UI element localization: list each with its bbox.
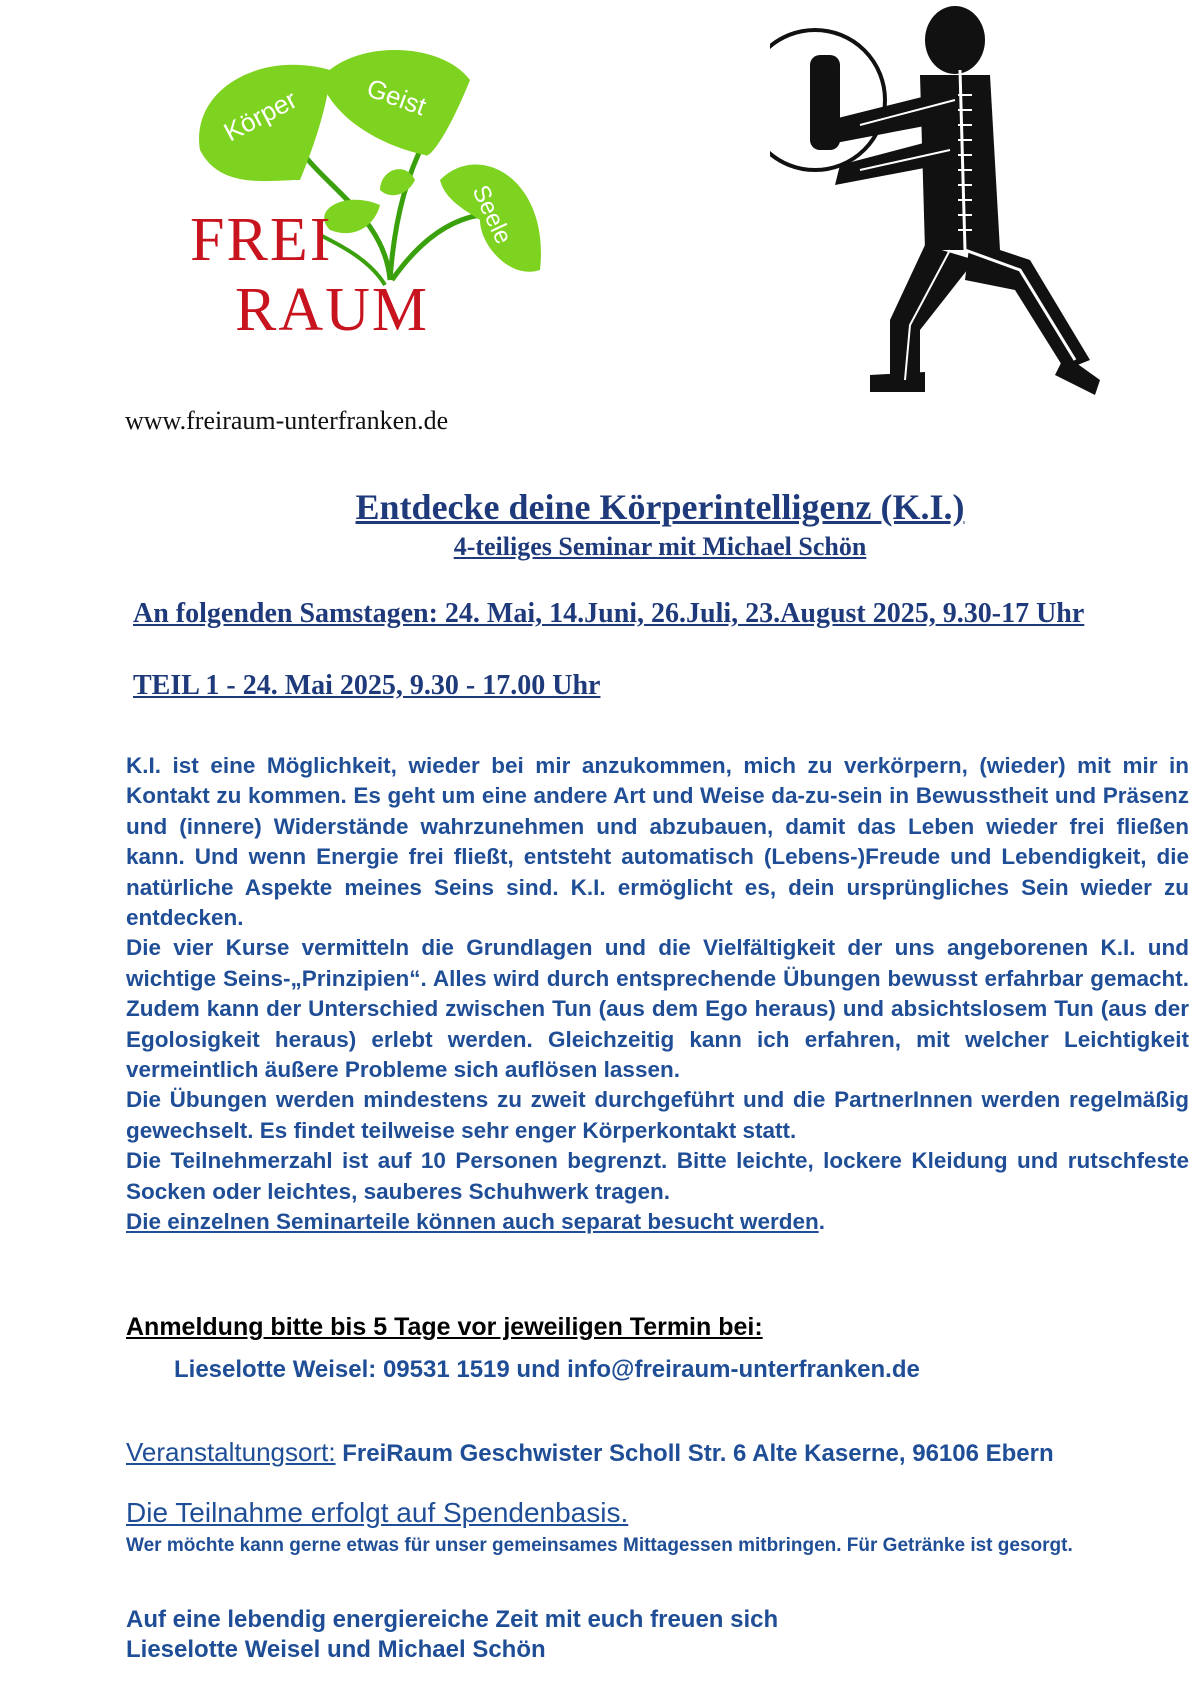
- venue: [126, 1437, 1054, 1468]
- description-paragraph-3: Die Übungen werden mindestens zu zweit durchgeführt und die PartnerInnen werden regelmäßig gewechselt. Es findet teilweise sehr enger Körperkontakt statt.: [126, 1087, 1189, 1143]
- venue-address: FreiRaum Geschwister Scholl Str. 6 Alte Kaserne, 96106 Ebern: [335, 1440, 1054, 1467]
- logo-word-seele: Seele: [466, 181, 517, 249]
- freiraum-logo: [180, 30, 600, 360]
- page-subtitle: 4-teiliges Seminar mit Michael Schön: [453, 532, 867, 561]
- donation-note: Die Teilnahme erfolgt auf Spendenbasis.: [126, 1497, 629, 1528]
- website-url[interactable]: www.freiraum-unterfranken.de: [125, 406, 449, 435]
- separate-booking-note: Die einzelnen Seminarteile können auch separat besucht werden: [126, 1209, 819, 1235]
- closing-greeting: Auf eine lebendig energiereiche Zeit mit euch freuen sich: [126, 1606, 779, 1633]
- description-paragraph-5: [126, 1207, 1189, 1237]
- description-paragraph-2: Die vier Kurse vermitteln die Grundlagen und die Vielfältigkeit der uns angeborenen K.I. und wichtige Seins-„Prinzipien“. Alles wird durch entsprechende Übungen bewusst erfahrbar gemacht. Zudem kann der Unterschied zwischen Tun (aus dem Ego heraus) und absichtslosem Tun (aus der Egolosigkeit heraus) erlebt werden. Gleichzeitig kann ich erfahren, mit welcher Leichtigkeit vermeintlich äußere Probleme sich auflösen lassen.: [126, 935, 1189, 1083]
- closing-signature: Lieselotte Weisel und Michael Schön: [126, 1636, 546, 1663]
- seminar-dates: An folgenden Samstagen: 24. Mai, 14.Juni, 26.Juli, 23.August 2025, 9.30-17 Uhr: [133, 598, 1085, 629]
- separate-booking-period: .: [818, 1209, 825, 1235]
- description-text: [126, 751, 1189, 1238]
- venue-label: Veranstaltungsort:: [126, 1437, 336, 1467]
- tai-chi-figure-icon: [770, 0, 1100, 420]
- logo-name-frei: FREI: [190, 206, 333, 274]
- description-paragraph-1: K.I. ist eine Möglichkeit, wieder bei mir anzukommen, mich zu verkörpern, (wieder) mit mir in Kontakt zu kommen. Es geht um eine andere Art und Weise da-zu-sein in Bewusstheit und Präsenz und (innere) Widerstände wahrzunehmen und abzubauen, damit das Leben wieder frei fließen kann. Und wenn Energie frei fließt, entsteht automatisch (Lebens-)Freude und Lebendigkeit, die natürliche Aspekte meines Seins sind. K.I. ermöglicht es, dein ursprüngliches Sein wieder zu entdecken.: [126, 753, 1189, 931]
- registration-contact[interactable]: Lieselotte Weisel: 09531 1519 und info@freiraum-unterfranken.de: [174, 1356, 920, 1383]
- logo-name-raum: RAUM: [235, 276, 430, 344]
- registration-heading: Anmeldung bitte bis 5 Tage vor jeweiligen Termin bei:: [126, 1313, 763, 1341]
- part-one-date: TEIL 1 - 24. Mai 2025, 9.30 - 17.00 Uhr: [133, 670, 601, 701]
- description-paragraph-4: Die Teilnehmerzahl ist auf 10 Personen begrenzt. Bitte leichte, lockere Kleidung und rutschfeste Socken oder leichtes, sauberes Schuhwerk tragen.: [126, 1148, 1189, 1204]
- logo-word-geist: Geist: [362, 72, 431, 122]
- page-title: Entdecke deine Körperintelligenz (K.I.): [355, 487, 965, 527]
- lunch-note: Wer möchte kann gerne etwas für unser gemeinsames Mittagessen mitbringen. Für Getränke ist gesorgt.: [126, 1535, 1073, 1556]
- logo-word-koerper: Körper: [218, 84, 302, 148]
